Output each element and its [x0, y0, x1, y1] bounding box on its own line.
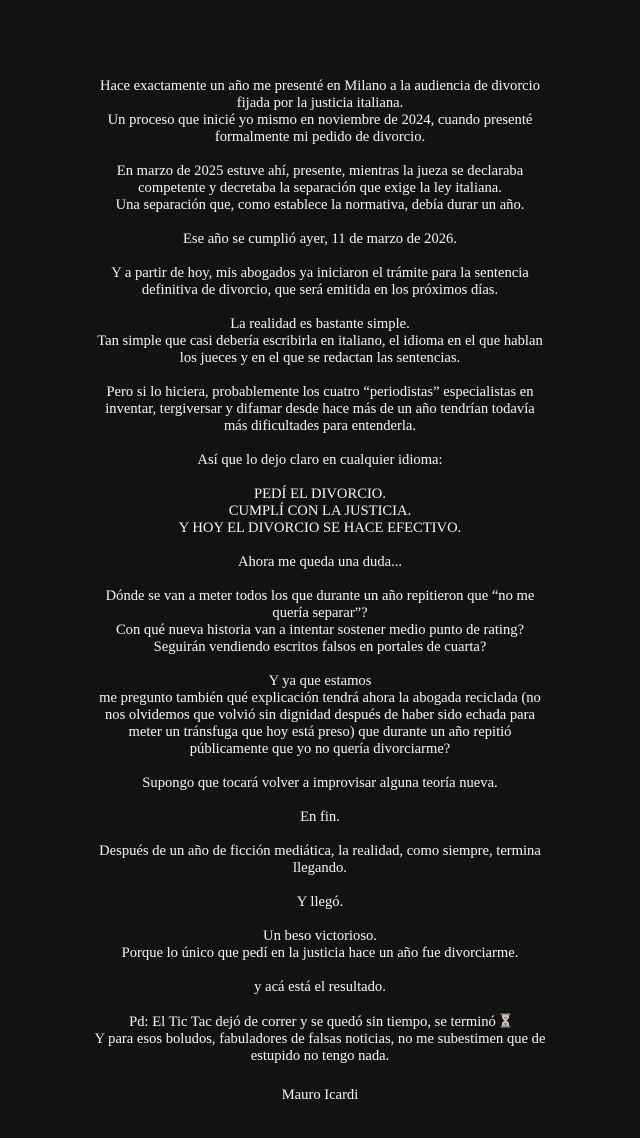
text-line: Un beso victorioso. [263, 928, 377, 944]
text-line: Ese año se cumplió ayer, 11 de marzo de 2026. [182, 231, 458, 247]
text-line: Y ya que estamos [268, 673, 372, 689]
postscript-line: estupido no tengo nada. [250, 1048, 390, 1064]
text-line: más dificultades para entenderla. [223, 418, 417, 434]
message-paragraph [0, 78, 640, 146]
text-line: quería separar”? [272, 605, 368, 621]
message-paragraph [0, 928, 640, 962]
message-paragraph [0, 979, 640, 996]
text-line: inventar, tergiversar y difamar desde hace más de un año tendrían todavía [105, 401, 535, 417]
text-line: CUMPLÍ CON LA JUSTICIA. [228, 503, 412, 519]
signature: Mauro Icardi [281, 1087, 359, 1103]
postscript-text: Pd: El Tic Tac dejó de correr y se quedó sin tiempo, se terminó [129, 1014, 496, 1030]
text-line: Así que lo dejo claro en cualquier idioma: [197, 452, 443, 468]
message-paragraph [0, 673, 640, 758]
message-paragraph [0, 316, 640, 367]
text-line: formalmente mi pedido de divorcio. [214, 129, 426, 145]
text-line: Un proceso que inicié yo mismo en noviembre de 2024, cuando presenté [107, 112, 533, 128]
message-paragraph [0, 894, 640, 911]
message-paragraph [0, 809, 640, 826]
postscript-line: Y para esos boludos, fabuladores de falsas noticias, no me subestimen que de [94, 1031, 546, 1047]
text-line: Pero si lo hiciera, probablemente los cuatro “periodistas” especialistas en [106, 384, 534, 400]
postscript-paragraph [0, 1013, 640, 1065]
message-paragraph [0, 384, 640, 435]
postscript-line [0, 1013, 640, 1031]
text-line: me pregunto también qué explicación tendrá ahora la abogada reciclada (no [99, 690, 541, 706]
text-line: Porque lo único que pedí en la justicia hace un año fue divorciarme. [121, 945, 519, 961]
story-text-card [0, 78, 640, 1104]
text-line: fijada por la justicia italiana. [236, 95, 404, 111]
text-line: Después de un año de ficción mediática, la realidad, como siempre, termina [99, 843, 541, 859]
text-line: Y a partir de hoy, mis abogados ya iniciaron el trámite para la sentencia [111, 265, 529, 281]
text-line: PEDÍ EL DIVORCIO. [253, 486, 386, 502]
text-line: definitiva de divorcio, que será emitida en los próximos días. [141, 282, 499, 298]
message-paragraph [0, 452, 640, 469]
text-line: Una separación que, como establece la normativa, debía durar un año. [115, 197, 525, 213]
message-paragraph [0, 486, 640, 537]
text-line: En marzo de 2025 estuve ahí, presente, mientras la jueza se declaraba [116, 163, 524, 179]
message-paragraph [0, 588, 640, 656]
text-line: competente y decretaba la separación que exige la ley italiana. [138, 180, 502, 196]
text-line: meter un tránsfuga que hoy está preso) que durante un año repitió [128, 724, 512, 740]
text-line: Hace exactamente un año me presenté en Milano a la audiencia de divorcio [99, 78, 541, 94]
text-line: públicamente que yo no quería divorciarme? [189, 741, 451, 757]
message-paragraph [0, 163, 640, 214]
message-paragraph [0, 265, 640, 299]
text-line: Y HOY EL DIVORCIO SE HACE EFECTIVO. [178, 520, 462, 536]
text-line: y acá está el resultado. [254, 979, 386, 995]
message-paragraph [0, 231, 640, 248]
message-body [0, 78, 640, 996]
text-line: nos olvidemos que volvió sin dignidad después de haber sido echada para [104, 707, 535, 723]
text-line: La realidad es bastante simple. [230, 316, 410, 332]
hourglass-icon [500, 1013, 511, 1028]
text-line: llegando. [293, 860, 347, 876]
message-paragraph [0, 843, 640, 877]
message-paragraph [0, 775, 640, 792]
text-line: En fin. [300, 809, 340, 825]
text-line: los jueces y en el que se redactan las sentencias. [179, 350, 461, 366]
text-line: Dónde se van a meter todos los que durante un año repitieron que “no me [105, 588, 535, 604]
text-line: Tan simple que casi debería escribirla en italiano, el idioma en el que hablan [97, 333, 543, 349]
text-line: Seguirán vendiendo escritos falsos en portales de cuarta? [153, 639, 487, 655]
text-line: Supongo que tocará volver a improvisar alguna teoría nueva. [142, 775, 498, 791]
message-paragraph [0, 554, 640, 571]
text-line: Con qué nueva historia van a intentar sostener medio punto de rating? [115, 622, 525, 638]
text-line: Y llegó. [296, 894, 344, 910]
text-line: Ahora me queda una duda... [237, 554, 403, 570]
